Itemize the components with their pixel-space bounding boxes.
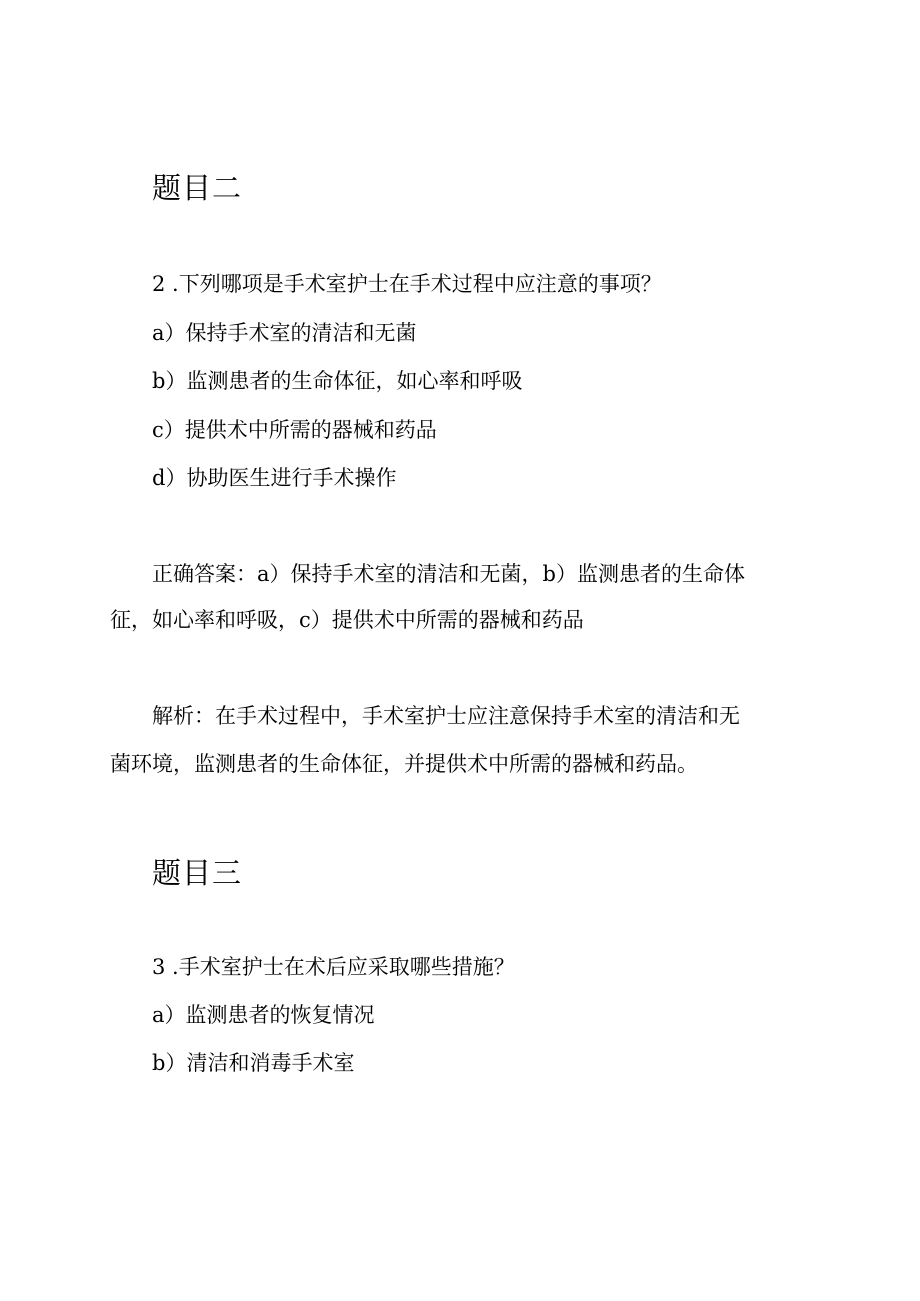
question-3-option-b: b）清洁和消毒手术室 xyxy=(152,1051,355,1075)
answer-2-line-2: 征，如心率和呼吸，c）提供术中所需的器械和药品 xyxy=(110,608,584,632)
answer-2-line-1: 正确答案：a）保持手术室的清洁和无菌，b）监测患者的生命体 xyxy=(152,562,745,586)
analysis-2-line-1: 解析：在手术过程中，手术室护士应注意保持手术室的清洁和无 xyxy=(152,704,740,728)
question-2-option-a: a）保持手术室的清洁和无菌 xyxy=(152,321,417,345)
question-3-text: 3 .手术室护士在术后应采取哪些措施？ xyxy=(152,955,515,979)
question-2-option-b: b）监测患者的生命体征，如心率和呼吸 xyxy=(152,369,523,393)
analysis-2-line-2: 菌环境，监测患者的生命体征，并提供术中所需的器械和药品。 xyxy=(110,752,698,776)
section-heading-2: 题目二 xyxy=(152,171,243,205)
question-2-text: 2 .下列哪项是手术室护士在手术过程中应注意的事项？ xyxy=(152,272,662,296)
question-2-option-d: d）协助医生进行手术操作 xyxy=(152,466,397,490)
question-3-option-a: a）监测患者的恢复情况 xyxy=(152,1003,375,1027)
question-2-option-c: c）提供术中所需的器械和药品 xyxy=(152,418,437,442)
section-heading-3: 题目三 xyxy=(152,856,243,890)
